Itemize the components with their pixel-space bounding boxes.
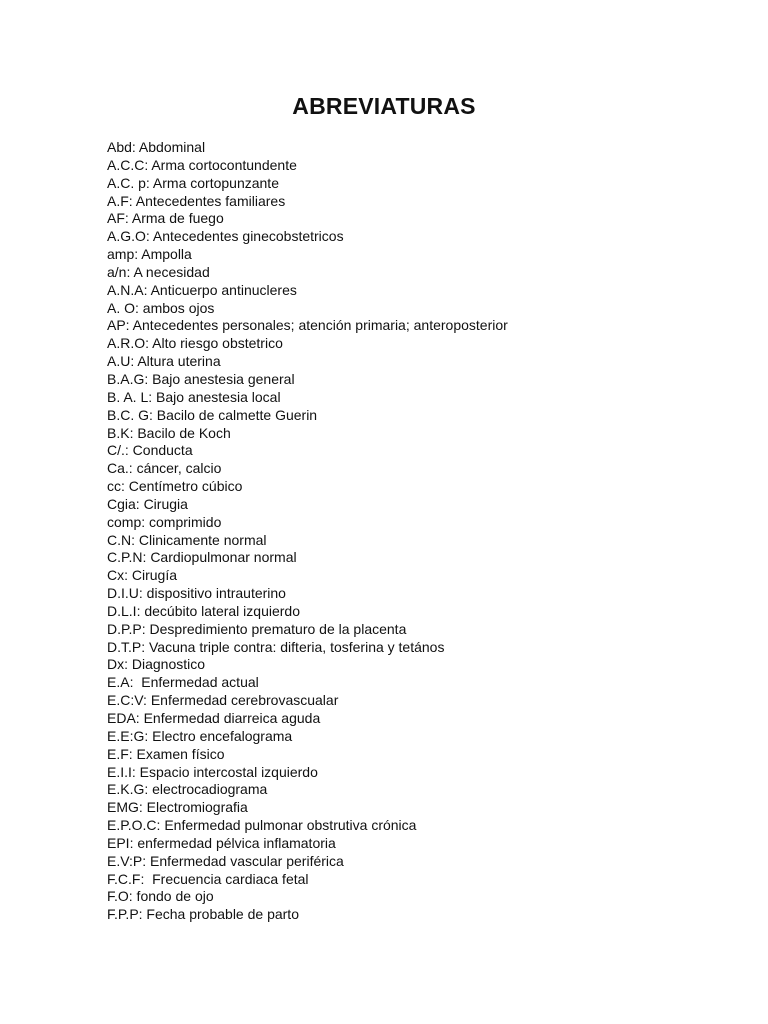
abbreviation-entry: E.V:P: Enfermedad vascular periférica bbox=[107, 852, 344, 869]
abbreviation-entry: C/.: Conducta bbox=[107, 442, 193, 459]
abbreviation-entry: D.P.P: Despredimiento prematuro de la placenta bbox=[107, 620, 407, 637]
abbreviation-entry: B.K: Bacilo de Koch bbox=[107, 424, 231, 441]
abbreviation-entry: B.C. G: Bacilo de calmette Guerin bbox=[107, 406, 318, 423]
abbreviation-entry: EMG: Electromiografia bbox=[107, 799, 248, 816]
abbreviation-entry: D.L.I: decúbito lateral izquierdo bbox=[107, 602, 300, 619]
abbreviation-entry: a/n: A necesidad bbox=[107, 263, 210, 280]
abbreviation-entry: B.A.G: Bajo anestesia general bbox=[107, 370, 295, 387]
abbreviation-entry: Dx: Diagnostico bbox=[107, 656, 206, 673]
abbreviation-entry: A.C.C: Arma cortocontundente bbox=[107, 156, 297, 173]
abbreviation-entry: Abd: Abdominal bbox=[107, 139, 206, 155]
abbreviation-entry: Cgia: Cirugia bbox=[107, 495, 188, 512]
abbreviation-entry: cc: Centímetro cúbico bbox=[107, 478, 243, 495]
abbreviation-entry: D.T.P: Vacuna triple contra: difteria, tosferina y tetános bbox=[107, 638, 445, 655]
abbreviation-entry: C.P.N: Cardiopulmonar normal bbox=[107, 549, 297, 566]
abbreviation-entry: F.O: fondo de ojo bbox=[107, 888, 214, 905]
abbreviation-entry: amp: Ampolla bbox=[107, 246, 192, 263]
abbreviation-entry: F.C.F: Frecuencia cardiaca fetal bbox=[107, 870, 309, 887]
abbreviation-entry: comp: comprimido bbox=[107, 513, 222, 530]
page-title: ABREVIATURAS bbox=[292, 93, 476, 119]
abbreviation-entry: A.U: Altura uterina bbox=[107, 353, 221, 370]
abbreviation-entry: A.G.O: Antecedentes ginecobstetricos bbox=[107, 228, 344, 245]
abbreviation-entry: E.I.I: Espacio intercostal izquierdo bbox=[107, 763, 318, 780]
abbreviation-entry: E.C:V: Enfermedad cerebrovascualar bbox=[107, 692, 339, 709]
abbreviation-entry: Cx: Cirugía bbox=[107, 567, 178, 584]
abbreviation-entry: F.P.P: Fecha probable de parto bbox=[107, 906, 299, 923]
abbreviation-entry: E.K.G: electrocadiograma bbox=[107, 781, 268, 798]
abbreviation-entry: E.A: Enfermedad actual bbox=[107, 674, 259, 691]
abbreviation-entry: E.E:G: Electro encefalograma bbox=[107, 727, 293, 744]
abbreviation-entry: Ca.: cáncer, calcio bbox=[107, 460, 222, 477]
abbreviation-entry: EPI: enfermedad pélvica inflamatoria bbox=[107, 834, 336, 851]
abbreviation-entry: A.R.O: Alto riesgo obstetrico bbox=[107, 335, 283, 352]
abbreviation-entry: B. A. L: Bajo anestesia local bbox=[107, 388, 281, 405]
abbreviation-entry: A.N.A: Anticuerpo antinucleres bbox=[107, 281, 297, 298]
abbreviation-entry: A. O: ambos ojos bbox=[107, 299, 215, 316]
abbreviation-entry: A.F: Antecedentes familiares bbox=[107, 192, 286, 209]
abbreviation-list bbox=[107, 139, 508, 924]
abbreviation-entry: E.F: Examen físico bbox=[107, 745, 225, 762]
abbreviation-entry: C.N: Clinicamente normal bbox=[107, 531, 267, 548]
abbreviation-entry: EDA: Enfermedad diarreica aguda bbox=[107, 710, 321, 726]
abbreviation-entry: D.I.U: dispositivo intrauterino bbox=[107, 585, 286, 602]
abbreviation-entry: AP: Antecedentes personales; atención primaria; anteroposterior bbox=[107, 317, 508, 334]
abbreviation-entry: AF: Arma de fuego bbox=[107, 210, 224, 227]
abbreviation-entry: E.P.O.C: Enfermedad pulmonar obstrutiva crónica bbox=[107, 817, 417, 834]
abbreviation-entry: A.C. p: Arma cortopunzante bbox=[107, 174, 279, 191]
